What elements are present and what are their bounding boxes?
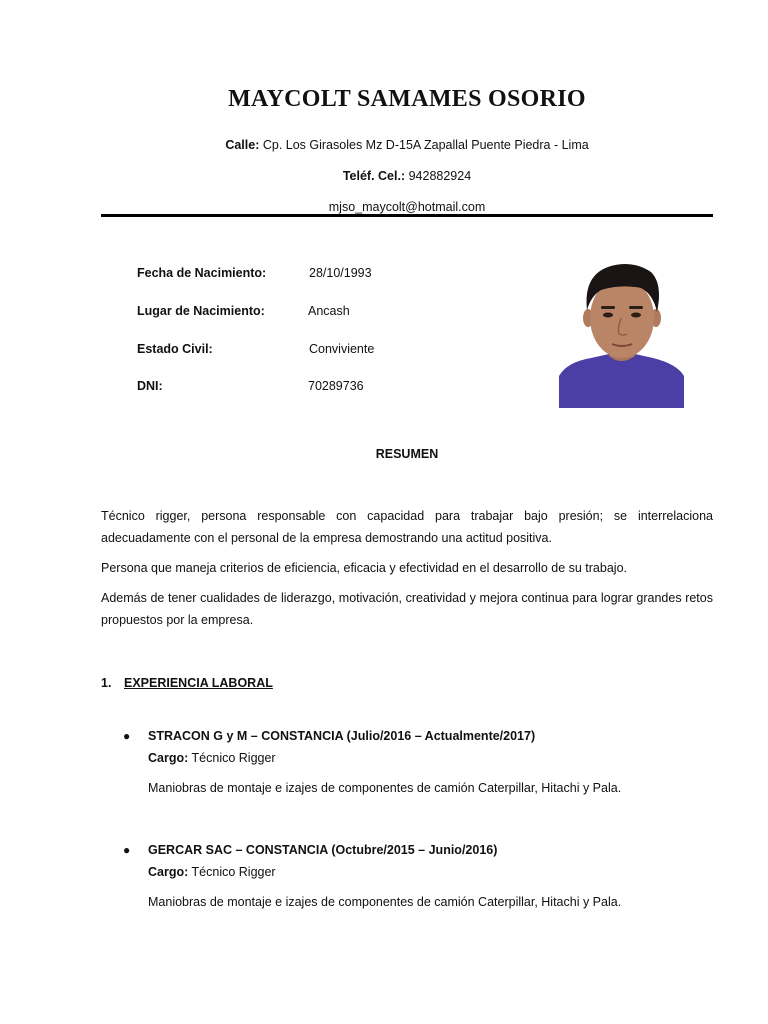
phone-line xyxy=(0,169,768,183)
birthdate-value: 28/10/1993 xyxy=(309,266,372,280)
job-2-role-value: Técnico Rigger xyxy=(191,865,276,879)
experience-heading xyxy=(101,676,273,690)
address-label: Calle: xyxy=(225,138,260,152)
job-1-company: STRACON G y M – CONSTANCIA (Julio/2016 – Actualmente/2017) xyxy=(148,729,536,743)
dni-value: 70289736 xyxy=(308,379,364,393)
experience-title: EXPERIENCIA LABORAL xyxy=(124,676,273,690)
job-2-role xyxy=(148,865,276,879)
job-1-role-label: Cargo: xyxy=(148,751,189,765)
summary-title: RESUMEN xyxy=(375,447,439,461)
job-1-role xyxy=(148,751,276,765)
civil-status-label: Estado Civil: xyxy=(137,342,213,356)
bullet-icon: ● xyxy=(123,729,131,743)
phone-label: Teléf. Cel.: xyxy=(342,169,406,183)
header-divider xyxy=(101,214,713,217)
job-2-company: GERCAR SAC – CONSTANCIA (Octubre/2015 – Junio/2016) xyxy=(148,843,498,857)
phone-value: 942882924 xyxy=(408,169,472,183)
job-2-role-label: Cargo: xyxy=(148,865,189,879)
candidate-name: MAYCOLT SAMAMES OSORIO xyxy=(228,86,586,112)
job-2-description: Maniobras de montaje e izajes de componentes de camión Caterpillar, Hitachi y Pala. xyxy=(148,895,622,909)
summary-paragraph-1: Técnico rigger, persona responsable con capacidad para trabajar bajo presión; se interrelaciona adecuadamente con el personal de la empresa demostrando una actitud positiva. xyxy=(101,509,713,545)
email-line xyxy=(0,200,768,214)
birthplace-label: Lugar de Nacimiento: xyxy=(137,304,265,318)
bullet-icon: ● xyxy=(123,843,131,857)
portrait-illustration xyxy=(559,258,684,408)
experience-number: 1. xyxy=(101,676,112,690)
job-1-description: Maniobras de montaje e izajes de componentes de camión Caterpillar, Hitachi y Pala. xyxy=(148,781,622,795)
address-line xyxy=(0,138,768,152)
email-value: mjso_maycolt@hotmail.com xyxy=(328,200,486,214)
civil-status-value: Conviviente xyxy=(309,342,375,356)
birthplace-value: Ancash xyxy=(308,304,350,318)
dni-label: DNI: xyxy=(137,379,163,393)
job-1-role-value: Técnico Rigger xyxy=(191,751,276,765)
summary-paragraph-2: Persona que maneja criterios de eficiencia, eficacia y efectividad en el desarrollo de su trabajo. xyxy=(101,561,627,575)
summary-paragraph-3: Además de tener cualidades de liderazgo, motivación, creatividad y mejora continua para lograr grandes retos propuestos por la empresa. xyxy=(101,591,713,627)
profile-photo xyxy=(559,258,684,408)
address-value: Cp. Los Girasoles Mz D-15A Zapallal Puente Piedra - Lima xyxy=(262,138,589,152)
birthdate-label: Fecha de Nacimiento: xyxy=(137,266,267,280)
